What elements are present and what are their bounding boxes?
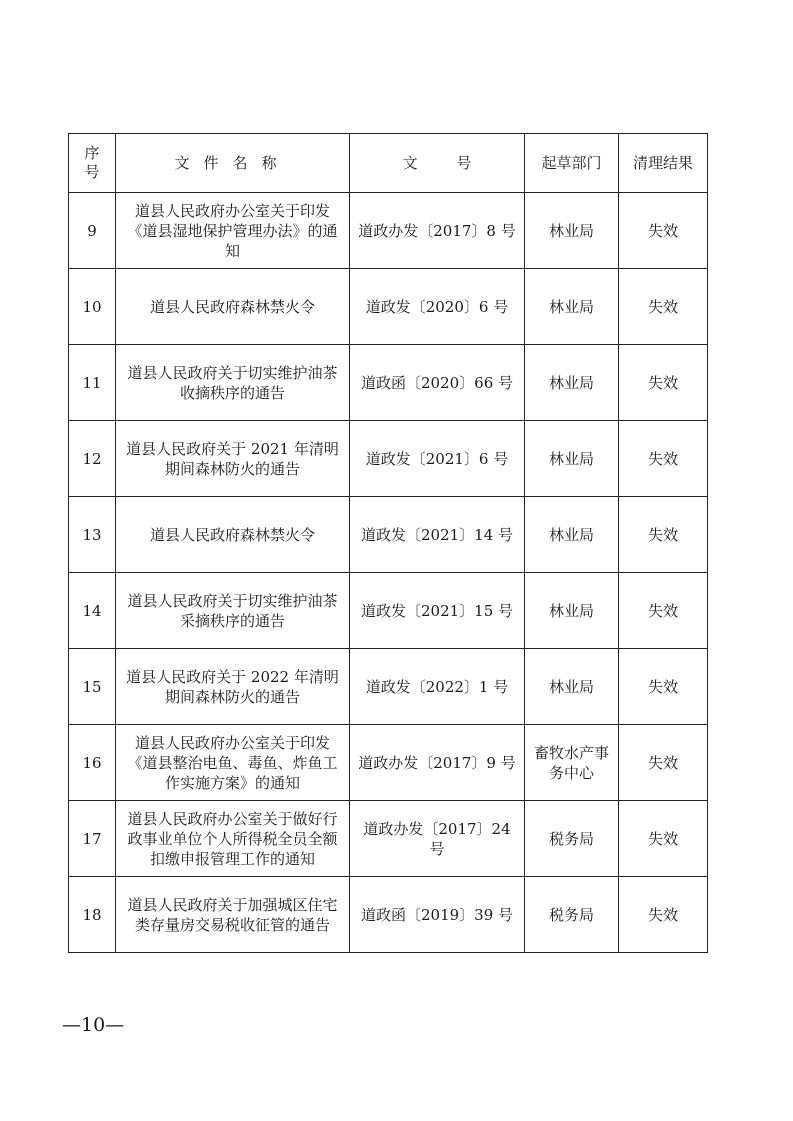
row-result-cell: 失效: [619, 877, 708, 953]
row-doc-no-cell: 道政发〔2022〕1 号: [350, 649, 525, 725]
table-row: [69, 573, 708, 649]
header-seq-line2: 号: [84, 163, 100, 181]
row-dept-cell: 税务局: [525, 801, 619, 877]
row-dept-cell: 林业局: [525, 269, 619, 345]
row-dept-cell: 税务局: [525, 877, 619, 953]
header-result: 清理结果: [619, 134, 708, 193]
row-seq-cell: 11: [69, 345, 116, 421]
table-row: [69, 497, 708, 573]
table-row: [69, 801, 708, 877]
row-doc-no-cell: 道政办发〔2017〕9 号: [350, 725, 525, 801]
row-name-cell: 道县人民政府关于 2022 年清明期间森林防火的通告: [116, 649, 350, 725]
row-name-cell: 道县人民政府办公室关于印发《道县整治电鱼、毒鱼、炸鱼工作实施方案》的通知: [116, 725, 350, 801]
row-doc-no-cell: 道政发〔2021〕15 号: [350, 573, 525, 649]
row-result-cell: 失效: [619, 193, 708, 269]
row-doc-no-cell: 道政函〔2020〕66 号: [350, 345, 525, 421]
header-name: 文件名称: [116, 134, 350, 193]
row-doc-no-cell: 道政发〔2020〕6 号: [350, 269, 525, 345]
row-seq-cell: 18: [69, 877, 116, 953]
page-number: —10—: [62, 1014, 125, 1036]
row-result-cell: 失效: [619, 497, 708, 573]
row-result-cell: 失效: [619, 421, 708, 497]
table-row: [69, 345, 708, 421]
row-name-cell: 道县人民政府关于切实维护油茶采摘秩序的通告: [116, 573, 350, 649]
row-result-cell: 失效: [619, 345, 708, 421]
header-seq-line1: 序: [84, 144, 100, 162]
row-doc-no-cell: 道政发〔2021〕14 号: [350, 497, 525, 573]
row-seq-cell: 15: [69, 649, 116, 725]
row-name-cell: 道县人民政府森林禁火令: [116, 497, 350, 573]
row-dept-cell: 林业局: [525, 649, 619, 725]
table-row: [69, 649, 708, 725]
row-name-cell: 道县人民政府关于 2021 年清明期间森林防火的通告: [116, 421, 350, 497]
document-table: [68, 133, 708, 953]
row-seq-cell: 13: [69, 497, 116, 573]
row-doc-no-cell: 道政发〔2021〕6 号: [350, 421, 525, 497]
row-name-cell: 道县人民政府关于加强城区住宅类存量房交易税收征管的通告: [116, 877, 350, 953]
row-dept-cell: 畜牧水产事务中心: [525, 725, 619, 801]
row-result-cell: 失效: [619, 725, 708, 801]
row-doc-no-cell: 道政函〔2019〕39 号: [350, 877, 525, 953]
row-seq-cell: 12: [69, 421, 116, 497]
row-result-cell: 失效: [619, 801, 708, 877]
row-dept-cell: 林业局: [525, 573, 619, 649]
header-seq: [69, 134, 116, 193]
row-seq-cell: 16: [69, 725, 116, 801]
row-result-cell: 失效: [619, 269, 708, 345]
table-row: [69, 877, 708, 953]
table-body: [69, 193, 708, 953]
table-row: [69, 269, 708, 345]
row-result-cell: 失效: [619, 573, 708, 649]
row-dept-cell: 林业局: [525, 345, 619, 421]
header-dept: 起草部门: [525, 134, 619, 193]
row-seq-cell: 14: [69, 573, 116, 649]
row-seq-cell: 10: [69, 269, 116, 345]
table-row: [69, 193, 708, 269]
table-row: [69, 421, 708, 497]
header-doc-no: 文 号: [350, 134, 525, 193]
row-name-cell: 道县人民政府关于切实维护油茶收摘秩序的通告: [116, 345, 350, 421]
row-doc-no-cell: 道政办发〔2017〕8 号: [350, 193, 525, 269]
table-header-row: [69, 134, 708, 193]
row-dept-cell: 林业局: [525, 497, 619, 573]
row-name-cell: 道县人民政府办公室关于印发《道县湿地保护管理办法》的通知: [116, 193, 350, 269]
row-doc-no-cell: 道政办发〔2017〕24 号: [350, 801, 525, 877]
row-seq-cell: 9: [69, 193, 116, 269]
row-result-cell: 失效: [619, 649, 708, 725]
row-dept-cell: 林业局: [525, 421, 619, 497]
table-row: [69, 725, 708, 801]
row-seq-cell: 17: [69, 801, 116, 877]
row-name-cell: 道县人民政府办公室关于做好行政事业单位个人所得税全员全额扣缴申报管理工作的通知: [116, 801, 350, 877]
row-dept-cell: 林业局: [525, 193, 619, 269]
row-name-cell: 道县人民政府森林禁火令: [116, 269, 350, 345]
